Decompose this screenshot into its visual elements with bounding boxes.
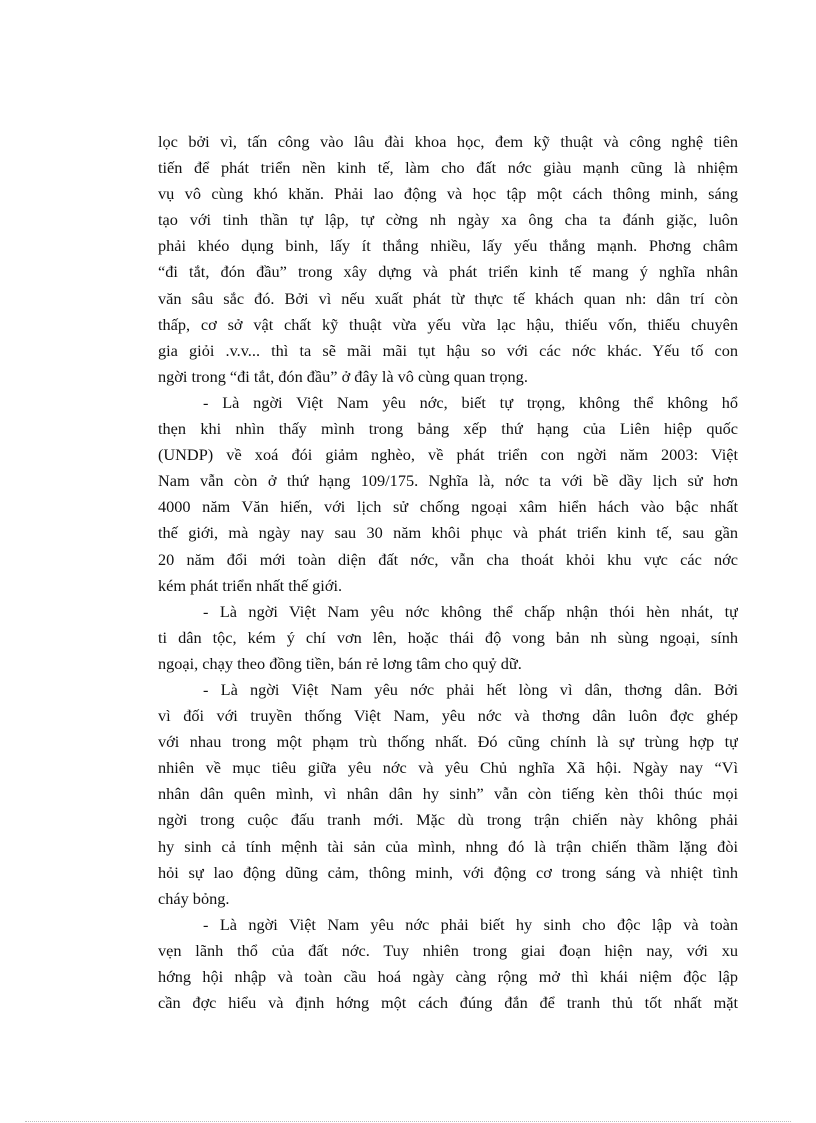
text-line: 4000 năm Văn hiến, với lịch sử chống ngoại xâm hiển hách vào bậc nhất (158, 497, 738, 517)
text-line: - Là ngời Việt Nam yêu nớc phải biết hy sinh cho độc lập và toàn (203, 914, 738, 934)
text-line: 20 năm đổi mới toàn diện đất nớc, vẫn cha thoát khỏi khu vực các nớc (158, 549, 738, 569)
text-line: hy sinh cả tính mệnh tài sản của mình, nhng đó là trận chiến thầm lặng đòi (158, 836, 738, 856)
text-line: cháy bỏng. (158, 888, 230, 908)
text-line: ngời trong cuộc đấu tranh mới. Mặc dù trong trận chiến này không phải (158, 810, 738, 830)
text-line: thế giới, mà ngày nay sau 30 năm khôi phục và phát triển kinh tế, sau gần (158, 523, 738, 543)
text-line: ngời trong “đi tắt, đón đầu” ở đây là vô cùng quan trọng. (158, 366, 528, 386)
body-text (158, 129, 738, 1016)
text-line: vụ vô cùng khó khăn. Phải lao động và học tập một cách thông minh, sáng (158, 184, 738, 204)
text-line: “đi tắt, đón đầu” trong xây dựng và phát triển kinh tế mang ý nghĩa nhân (158, 262, 738, 282)
text-line: hớng hội nhập và toàn cầu hoá ngày càng rộng mở thì khái niệm độc lập (158, 967, 738, 986)
text-line: lọc bởi vì, tấn công vào lâu đài khoa học, đem kỹ thuật và công nghệ tiên (158, 132, 738, 151)
text-line: tạo với tinh thần tự lập, tự cờng nh ngày xa ông cha ta đánh giặc, luôn (158, 210, 738, 230)
page-bottom-dotted-rule (25, 1121, 791, 1122)
text-line: kém phát triển nhất thế giới. (158, 575, 343, 595)
text-line: Nam vẫn còn ở thứ hạng 109/175. Nghĩa là, nớc ta với bề dầy lịch sử hơn (158, 471, 738, 491)
text-line: vẹn lãnh thổ của đất nớc. Tuy nhiên trong giai đoạn hiện nay, với xu (158, 940, 738, 960)
text-line: vì đối với truyền thống Việt Nam, yêu nớc và thơng dân luôn đợc ghép (158, 706, 738, 726)
text-line: thấp, cơ sở vật chất kỹ thuật vừa yếu vừa lạc hậu, thiếu vốn, thiếu chuyên (158, 314, 738, 334)
text-line: ngoại, chạy theo đồng tiền, bán rẻ lơng tâm cho quỷ dữ. (158, 653, 522, 673)
text-line: - Là ngời Việt Nam yêu nớc, biết tự trọng, không thể không hổ (203, 392, 738, 412)
text-line: tiến để phát triển nền kinh tế, làm cho đất nớc giàu mạnh cũng là nhiệm (158, 158, 738, 178)
text-line: hỏi sự lao động dũng cảm, thông minh, với động cơ trong sáng và nhiệt tình (158, 862, 738, 882)
text-line: - Là ngời Việt Nam yêu nớc phải hết lòng vì dân, thơng dân. Bởi (203, 679, 738, 699)
text-line: gia giỏi .v.v... thì ta sẽ mãi mãi tụt hậu so với các nớc khác. Yếu tố con (158, 340, 738, 360)
text-line: với nhau trong một phạm trù thống nhất. Đó cũng chính là sự trùng hợp tự (158, 732, 738, 752)
text-line: ti dân tộc, kém ý chí vơn lên, hoặc thái độ vong bản nh sùng ngoại, sính (158, 627, 738, 647)
text-line: - Là ngời Việt Nam yêu nớc không thể chấp nhận thói hèn nhát, tự (203, 601, 738, 621)
text-line: cần đợc hiểu và định hớng một cách đúng đắn để tranh thủ tốt nhất mặt (158, 993, 738, 1013)
text-line: văn sâu sắc đó. Bởi vì nếu xuất phát từ thực tế khách quan nh: dân trí còn (158, 288, 738, 308)
text-line: nhiên về mục tiêu giữa yêu nớc và yêu Chủ nghĩa Xã hội. Ngày nay “Vì (158, 758, 738, 778)
text-line: phải khéo dụng binh, lấy ít thắng nhiều, lấy yếu thắng mạnh. Phơng châm (158, 236, 738, 256)
text-line: nhân dân quên mình, vì nhân dân hy sinh” vẫn còn tiếng kèn thôi thúc mọi (158, 784, 738, 804)
text-line: thẹn khi nhìn thấy mình trong bảng xếp thứ hạng của Liên hiệp quốc (158, 419, 738, 439)
text-line: (UNDP) về xoá đói giảm nghèo, về phát triển con ngời năm 2003: Việt (158, 445, 738, 465)
